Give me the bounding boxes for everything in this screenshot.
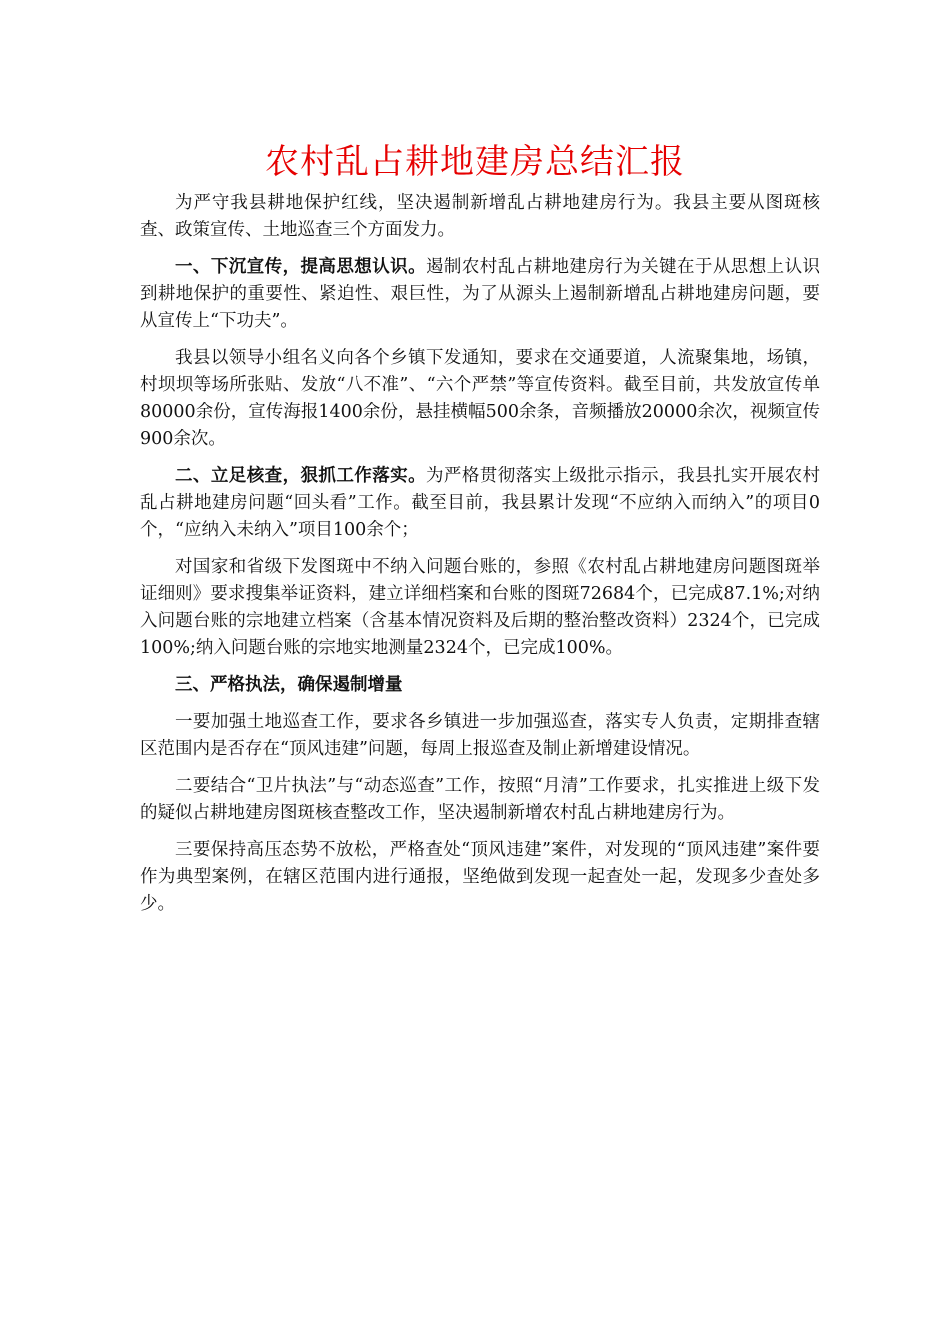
section1-text: 遏制农村乱占耕地建房行为关键在于从思想上认识到耕地保护的重要性、紧迫性、艰巨性，为了从源头上遏制新增乱占耕地建房问题，要从宣传上“下功夫”。 [140, 257, 820, 331]
section1-heading: 一、下沉宣传，提高思想认识。 [175, 257, 426, 277]
section2-text: 为严格贯彻落实上级批示指示，我县扎实开展农村乱占耕地建房问题“回头看”工作。截至目前，我县累计发现“不应纳入而纳入”的项目0个，“应纳入未纳入”项目100余个； [140, 466, 820, 540]
section1-paragraph-2: 我县以领导小组名义向各个乡镇下发通知，要求在交通要道，人流聚集地，场镇，村坝坝等场所张贴、发放“八不准”、“六个严禁”等宣传资料。截至目前，共发放宣传单80000余份，宣传海报1400余份，悬挂横幅500余条，音频播放20000余次，视频宣传900余次。 [140, 348, 820, 449]
document-body [140, 190, 820, 928]
section2-heading: 二、立足核查，狠抓工作落实。 [175, 466, 426, 486]
section3-paragraph-3: 三要保持高压态势不放松，严格查处“顶风违建”案件，对发现的“顶风违建”案件要作为典型案例，在辖区范围内进行通报，坚绝做到发现一起查处一起，发现多少查处多少。 [140, 840, 820, 914]
section1-paragraph [140, 254, 820, 335]
section2-paragraph-2: 对国家和省级下发图斑中不纳入问题台账的，参照《农村乱占耕地建房问题图斑举证细则》要求搜集举证资料，建立详细档案和台账的图斑72684个，已完成87.1%;对纳入问题台账的宗地建立档案（含基本情况资料及后期的整治整改资料）2324个，已完成100%;纳入问题台账的宗地实地测量2324个，已完成100%。 [140, 557, 820, 658]
document-title: 农村乱占耕地建房总结汇报 [265, 142, 685, 182]
intro-paragraph: 为严守我县耕地保护红线，坚决遏制新增乱占耕地建房行为。我县主要从图斑核查、政策宣传、土地巡查三个方面发力。 [140, 193, 820, 240]
section3-paragraph-2: 二要结合“卫片执法”与“动态巡查”工作，按照“月清”工作要求，扎实推进上级下发的疑似占耕地建房图斑核查整改工作，坚决遏制新增农村乱占耕地建房行为。 [140, 776, 820, 823]
section3-heading: 三、严格执法，确保遏制增量 [175, 675, 403, 695]
section2-paragraph [140, 463, 820, 544]
section3-paragraph-1: 一要加强土地巡查工作，要求各乡镇进一步加强巡查，落实专人负责，定期排查辖区范围内是否存在“顶风违建”问题，每周上报巡查及制止新增建设情况。 [140, 712, 820, 759]
